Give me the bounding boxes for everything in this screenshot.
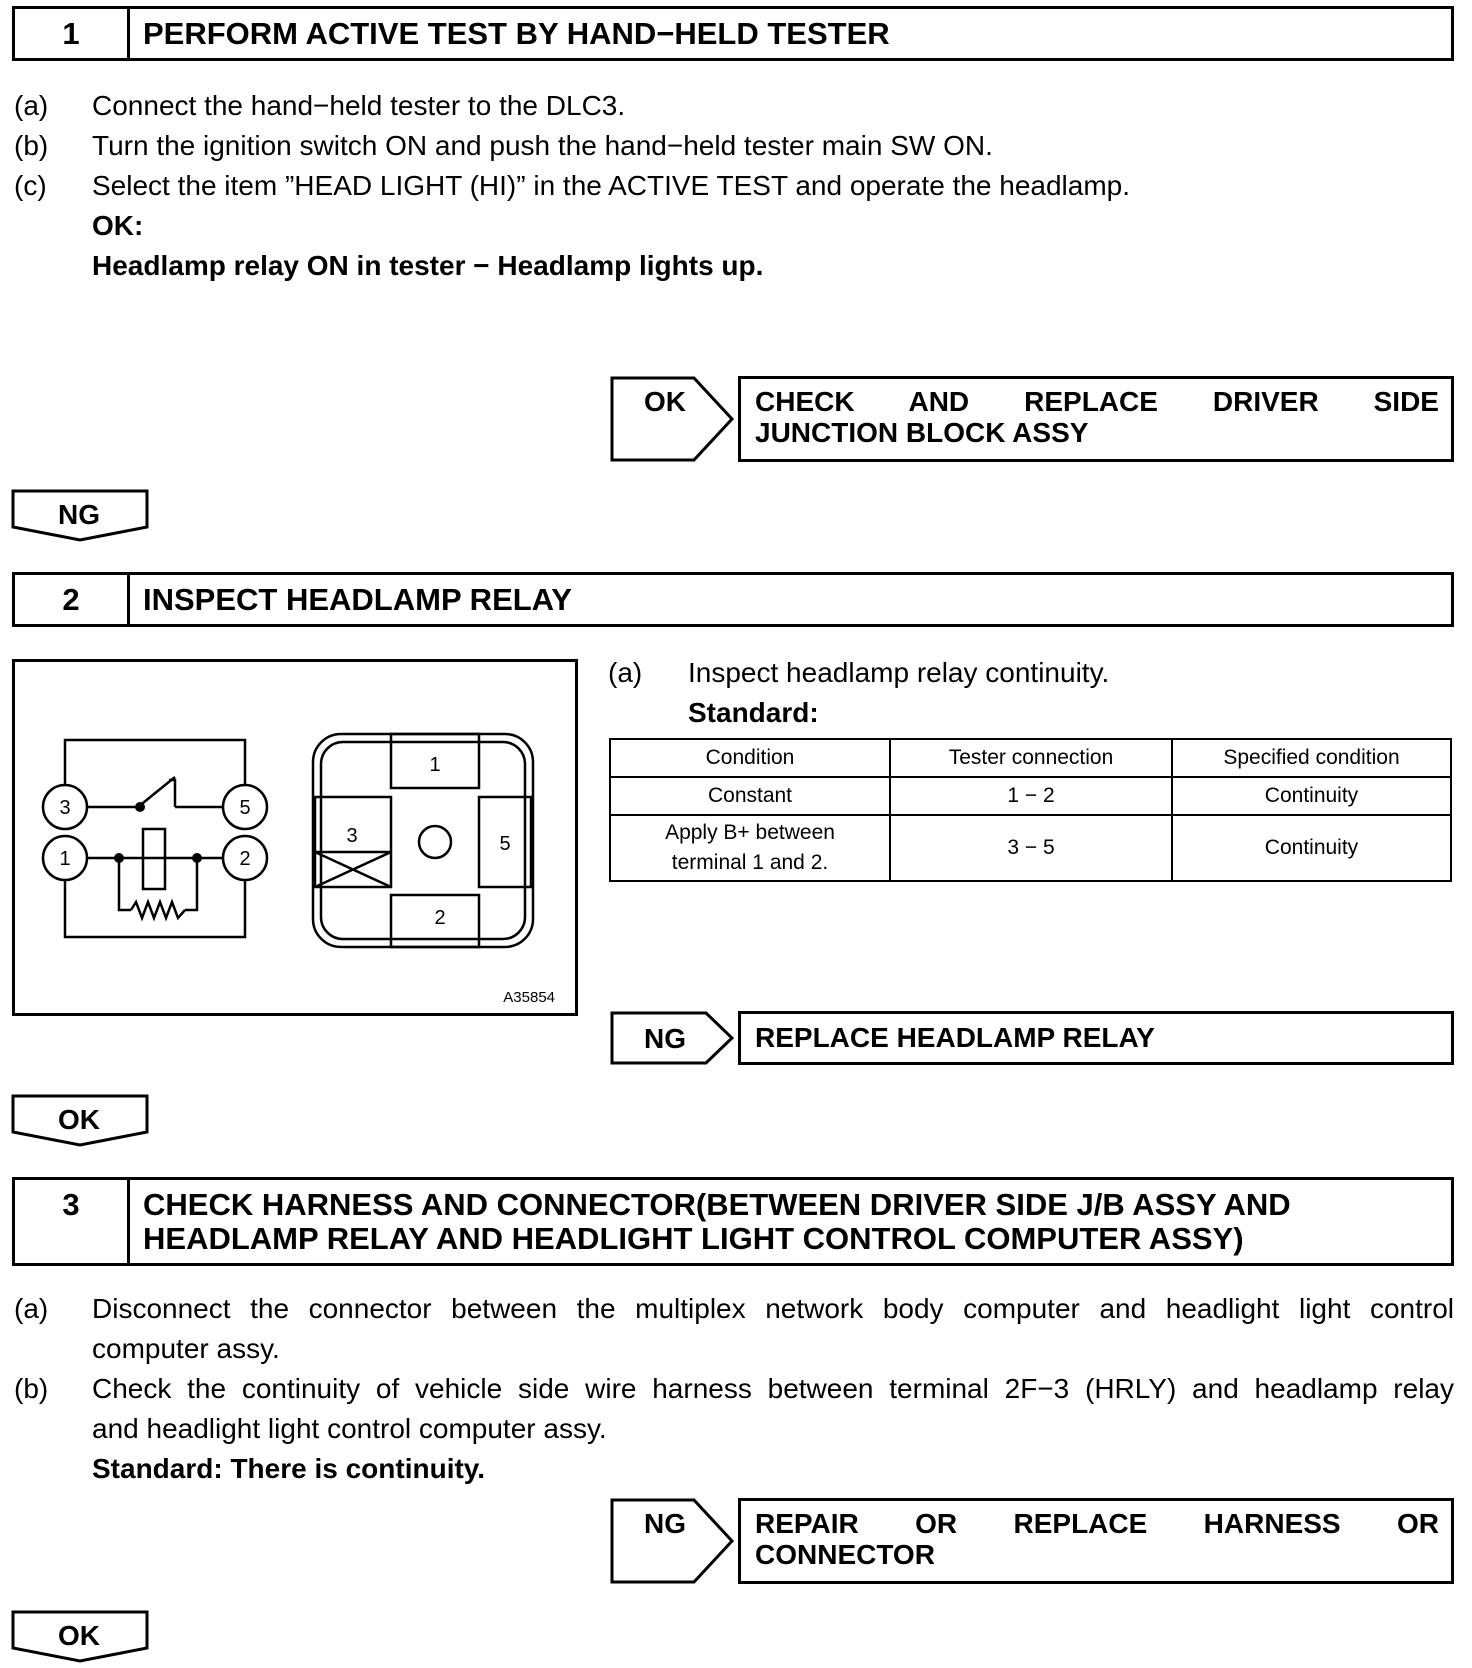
ng-down-tag <box>11 489 151 543</box>
ok-tag-label: OK <box>58 1620 100 1651</box>
schematic-terminal-label: 5 <box>239 797 251 819</box>
schematic-terminal-label: 2 <box>239 848 251 870</box>
table-cell: Continuity <box>1172 777 1451 815</box>
table-cell: 1 − 2 <box>890 777 1172 815</box>
ok-tag-label: OK <box>58 1104 100 1135</box>
step-number: 1 <box>15 9 130 58</box>
connector-terminal-label: 2 <box>434 907 446 929</box>
table-cell: Constant <box>610 777 890 815</box>
ng-tag-label: NG <box>644 1508 686 1539</box>
relay-schematic <box>15 662 575 1013</box>
connector-terminal-label: 1 <box>429 754 441 776</box>
step-2-header <box>12 572 1454 627</box>
ok-down-tag <box>11 1610 151 1664</box>
table-cell-line: terminal 1 and 2. <box>671 851 829 874</box>
instruction-text: computer assy. <box>92 1333 280 1364</box>
step-title: PERFORM ACTIVE TEST BY HAND−HELD TESTER <box>143 16 890 51</box>
schematic-terminal-label: 3 <box>59 797 71 819</box>
result-text: CHECK AND REPLACE DRIVER SIDE <box>755 386 1439 417</box>
step-title: INSPECT HEADLAMP RELAY <box>143 582 572 617</box>
instruction-text: Select the item ”HEAD LIGHT (HI)” in the ACTIVE TEST and operate the headlamp. <box>92 170 1131 201</box>
result-text: CONNECTOR <box>755 1539 935 1570</box>
step-title <box>143 1188 1441 1256</box>
table-header-row <box>610 739 1451 777</box>
table-cell-line: Apply B+ between <box>665 821 835 844</box>
table-row <box>610 777 1451 815</box>
continuity-table <box>609 738 1452 882</box>
diagram-code: A35854 <box>503 989 555 1006</box>
step-title-line: CHECK HARNESS AND CONNECTOR(BETWEEN DRIVER SIDE J/B ASSY AND <box>143 1187 1291 1222</box>
result-box <box>738 1011 1454 1065</box>
ng-tag-label: NG <box>58 499 100 530</box>
instruction-label: (a) <box>14 90 49 121</box>
table-header-cell: Specified condition <box>1172 739 1451 777</box>
step-number: 2 <box>15 575 130 624</box>
table-cell: Continuity <box>1172 815 1451 881</box>
ok-tag-label: OK <box>644 386 686 417</box>
ok-down-tag <box>11 1094 151 1148</box>
table-header-cell: Tester connection <box>890 739 1172 777</box>
result-text: REPLACE HEADLAMP RELAY <box>755 1022 1155 1053</box>
connector-terminal-label: 5 <box>499 833 511 855</box>
table-cell <box>610 815 890 881</box>
step-1-header <box>12 6 1454 61</box>
instruction-label: (b) <box>14 130 49 161</box>
instruction-label: (b) <box>14 1373 49 1404</box>
ng-arrow-tag <box>610 1498 736 1584</box>
schematic-terminal-label: 1 <box>59 848 71 870</box>
result-text: JUNCTION BLOCK ASSY <box>755 417 1089 448</box>
instruction-text: Connect the hand−held tester to the DLC3. <box>92 90 626 121</box>
ok-arrow-tag <box>610 376 736 462</box>
table-row <box>610 815 1451 881</box>
instruction-label: (c) <box>14 170 47 201</box>
table-cell: 3 − 5 <box>890 815 1172 881</box>
instruction-text: and headlight light control computer assy. <box>92 1413 607 1444</box>
instruction-text: Check the continuity of vehicle side wire harness between terminal 2F−3 (HRLY) and headlamp relay <box>92 1373 1454 1404</box>
instruction-text: Inspect headlamp relay continuity. <box>688 657 1110 688</box>
instruction-text: Disconnect the connector between the multiplex network body computer and headlight light control <box>92 1293 1454 1324</box>
instruction-label: (a) <box>14 1293 49 1324</box>
step-title-line: HEADLAMP RELAY AND HEADLIGHT LIGHT CONTROL COMPUTER ASSY) <box>143 1221 1244 1256</box>
result-box <box>738 376 1454 462</box>
instruction-text: Turn the ignition switch ON and push the hand−held tester main SW ON. <box>92 130 993 161</box>
step-number: 3 <box>15 1180 130 1263</box>
step-3-header <box>12 1177 1454 1266</box>
result-box <box>738 1498 1454 1584</box>
table-header-cell: Condition <box>610 739 890 777</box>
instruction-label: (a) <box>608 657 643 688</box>
relay-diagram <box>12 659 578 1016</box>
result-text: REPAIR OR REPLACE HARNESS OR <box>755 1508 1439 1539</box>
connector-terminal-label: 3 <box>346 825 358 847</box>
ng-arrow-tag <box>610 1011 736 1065</box>
ng-tag-label: NG <box>644 1023 686 1054</box>
